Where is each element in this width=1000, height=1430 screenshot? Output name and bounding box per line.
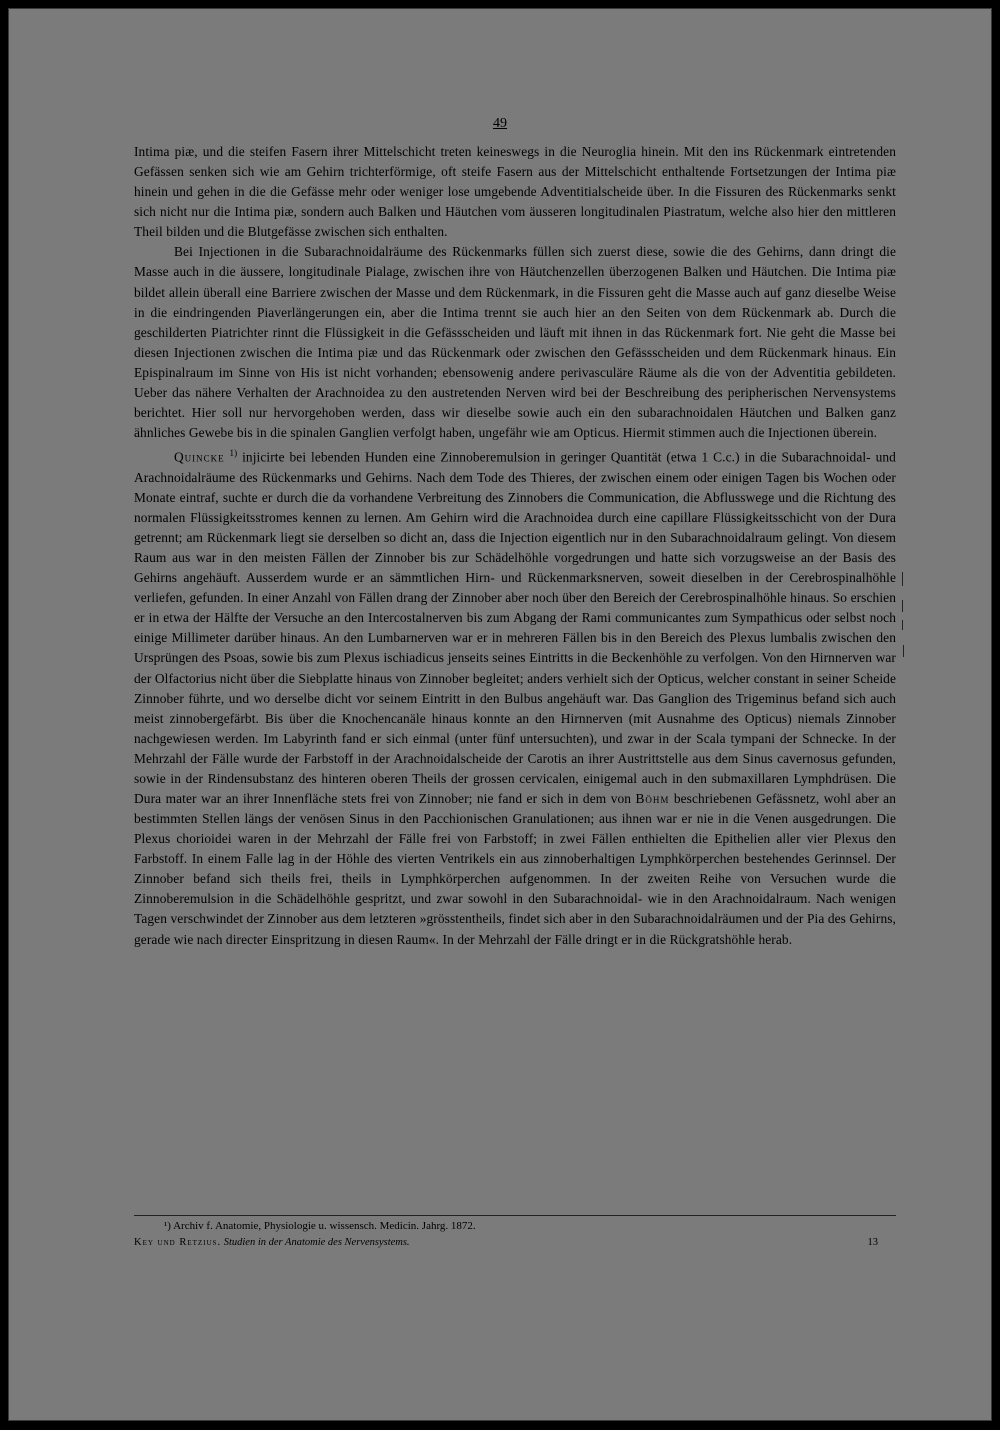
footer-title: Studien in der Anatomie des Nervensystems. bbox=[223, 1237, 410, 1248]
signature-mark: 13 bbox=[867, 1237, 878, 1248]
margin-mark bbox=[902, 600, 903, 612]
paragraph-quincke bbox=[134, 443, 896, 949]
body-text bbox=[134, 142, 896, 950]
footnote-mark: 1) bbox=[229, 448, 238, 459]
author-name: Quincke bbox=[174, 449, 225, 465]
footer-authors: Key und Retzius. bbox=[134, 1237, 222, 1248]
margin-mark bbox=[902, 620, 903, 630]
footnote: ¹) Archiv f. Anatomie, Physiologie u. wissensch. Medicin. Jahrg. 1872. bbox=[164, 1220, 476, 1232]
margin-mark bbox=[902, 572, 903, 586]
paragraph: Bei Injectionen in die Subarachnoidalräume des Rückenmarks füllen sich zuerst diese, sowie die des Gehirns, dann dringt die Masse auch in die äussere, longitudinale Pialage, zwischen ihre von Häutchenzellen überzogenen Balken und Häutchen. Die Intima piæ bildet allein überall eine Barriere zwischen der Masse und dem Rückenmark, in die Fissuren geht die Masse auch auf ganz dieselbe Weise in die eindringenden Piaverlängerungen ein, aber die Intima trennt sie auch hier an den Seiten von dem Rückenmark ab. Durch die geschilderten Piatrichter rinnt die Flüssigkeit in die Gefässscheiden und läuft mit ihnen in das Rückenmark fort. Nie geht die Masse bei diesen Injectionen zwischen die Intima piæ und das Rückenmark oder zwischen den Gefässscheiden und dem Rückenmark hinaus. Ein Epispinalraum im Sinne von His ist nicht vorhanden; ebensowenig andere perivasculäre Räume als die von der Adventitia gebildeten. Ueber das nähere Verhalten der Arachnoidea zu den austretenden Nerven wird bei der Beschreibung des peripherischen Nervensystems berichtet. Hier soll nur hervorgehoben werden, dass wir dieselbe sowie auch ein den subarachnoidalen Häutchen und Balken ganz ähnliches Gewebe bis in die spinalen Ganglien verfolgt haben, ungefähr wie am Opticus. Hiermit stimmen auch die Injectionen überein. bbox=[134, 244, 896, 441]
author-name-bohm: Böhm bbox=[635, 790, 670, 806]
paragraph: Intima piæ, und die steifen Fasern ihrer Mittelschicht treten keineswegs in die Neuroglia hinein. Mit den ins Rückenmark eintretenden Gefässen senken sich wie am Gehirn trichterförmige, oft steife Fasern aus der Mittelschicht enthaltende Fortsetzungen der Intima piæ hinein und gehen in die die Gefässe mehr oder weniger lose umgebende Adventitialscheide über. In die Fissuren des Rückenmarks senkt sich nicht nur die Intima piæ, sondern auch Balken und Häutchen vom äusseren longitudinalen Piastratum, welche also hier den mittleren Theil bilden und die Blutgefässe zwischen sich enthalten. bbox=[134, 144, 896, 240]
footnote-rule bbox=[134, 1215, 896, 1216]
paragraph-text-continued: beschriebenen Gefässnetz, wohl aber an bestimmten Stellen längs der venösen Sinus in den Pacchionischen Granulationen; aus ihnen war er nie in die Venen ausgedrungen. Die Plexus chorioidei waren in der Mehrzahl der Fälle frei von Farbstoff; in zwei Fällen enthielten die Epithelien aller vier Plexus den Farbstoff. In einem Falle lag in der Höhle des vierten Ventrikels ein aus zinnoberhaltigen Lymphkörperchen bestehendes Gerinnsel. Der Zinnober befand sich theils frei, theils in Lymphkörperchen aufgenommen. In der zweiten Reihe von Versuchen wurde die Zinnoberemulsion in die Schädelhöhle gespritzt, und zwar sowohl in den Subarachnoidal- wie in den Arachnoidalraum. Nach wenigen Tagen verschwindet der Zinnober aus dem letzteren »grösstentheils, findet sich aber in den Subarachnoidalräumen und der Pia des Gehirns, gerade wie nach directer Einspritzung in diesen Raum«. In der Mehrzahl der Fälle dringt er in die Rückgratshöhle herab. bbox=[134, 790, 897, 947]
page-number: 49 bbox=[493, 116, 507, 131]
page-footer bbox=[134, 1236, 878, 1250]
margin-mark bbox=[903, 645, 904, 657]
paragraph-text: injicirte bei lebenden Hunden eine Zinnoberemulsion in geringer Quantität (etwa 1 C.c.) in die Subarachnoidal- und Arachnoidalräume des Rückenmarks und Gehirns. Nach dem Tode des Thieres, der zwischen einem oder einigen Tagen bis Wochen oder Monate eintraf, suchte er durch die da vorhandene Verbreitung des Zinnobers die Communication, die Abflusswege und die Richtung des normalen Flüssigkeitsstromes kennen zu lernen. Am Gehirn wird die Arachnoidea durch eine capillare Flüssigkeitsschicht von der Dura getrennt; am Rückenmark liegt sie derselben so dicht an, dass die Injection eigentlich nur in den Subarachnoidalraum gelingt. Von diesem Raum aus war in den meisten Fällen der Zinnober bis zur Schädelhöhle vorgedrungen und hatte sich vorzugsweise an der Basis des Gehirns angehäuft. Ausserdem wurde er an sämmtlichen Hirn- und Rückenmarksnerven, soweit dieselben in der Cerebrospinalhöhle verliefen, gefunden. In einer Anzahl von Fällen drang der Zinnober aber noch über den Bereich der Cerebrospinalhöhle hinaus. So erschien er in etwa der Hälfte der Versuche an den Intercostalnerven bis zum Abgang der Rami communicantes zum Sympathicus oder selbst noch einige Millimeter darüber hinaus. An den Lumbarnerven war er in mehreren Fällen bis in den Bereich des Plexus lumbalis zwischen den Ursprüngen des Psoas, sowie bis zum Plexus ischiadicus jenseits seines Eintritts in die Beckenhöhle zu verfolgen. Von den Hirnnerven war der Olfactorius nicht über die Siebplatte hinaus von Zinnober begleitet; anders verhielt sich der Opticus, welcher constant in seiner Scheide Zinnober führte, und wo derselbe dicht vor seinem Eintritt in den Bulbus angehäuft war. Das Ganglion des Trigeminus befand sich auch meist zinnobergefärbt. Bis über die Knochencanäle hinaus konnte an den Hirnnerven (mit Ausnahme des Opticus) niemals Zinnober nachgewiesen werden. Im Labyrinth fand er sich einmal (unter fünf untersuchten), und zwar in der Scala tympani der Schnecke. In der Mehrzahl der Fälle wurde der Farbstoff in der Arachnoidalscheide der Carotis an ihrer Austrittstelle aus dem Sinus cavernosus gefunden, sowie in der Rindensubstanz des hinteren oberen Theils der grossen cervicalen, einigemal auch in den submaxillaren Lymphdrüsen. Die Dura mater war an ihrer Innenfläche stets frei von Zinnober; nie fand er sich in dem von bbox=[134, 449, 896, 806]
